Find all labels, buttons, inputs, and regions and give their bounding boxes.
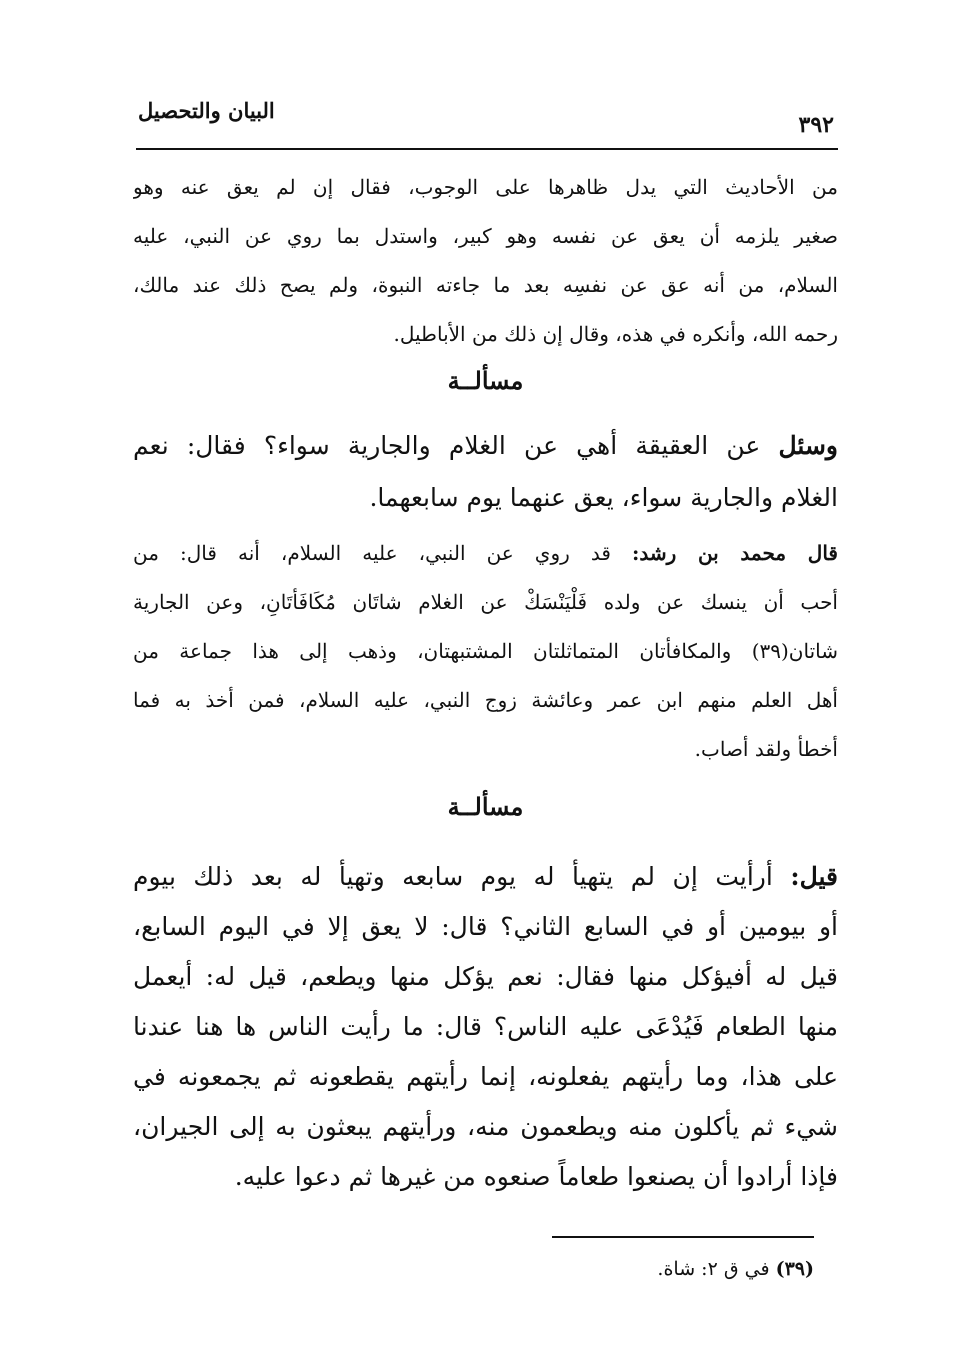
text-line	[133, 852, 838, 902]
question-paragraph	[133, 420, 838, 524]
text-line	[133, 529, 838, 578]
question-text: عن العقيقة أهي عن الغلام والجارية سواء؟ فقال: نعم	[133, 431, 761, 460]
page-number: ٣٩٢	[798, 112, 834, 138]
text-line: السلام، من أنه عق عن نفسِه بعد ما جاءته النبوة، ولم يصح ذلك عند مالك،	[133, 273, 838, 297]
footnote-rule	[552, 1236, 814, 1238]
section-heading: مسألــة	[447, 792, 524, 821]
text-line: أهل العلم منهم ابن عمر وعائشة زوج النبي، عليه السلام، فمن أخذ به فما	[133, 688, 838, 712]
question-lead: وسئل	[778, 431, 838, 460]
text-line: على هذا، وما رأيتهم يفعلونه، إنما رأيتهم يقطعونه ثم يجمعونه في	[133, 1062, 838, 1091]
question-text: أرأيت إن لم يتهيأ له يوم سابعه وتهيأ له بعد ذلك بيوم	[133, 862, 773, 891]
text-line: أخطأ ولقد أصاب.	[694, 737, 838, 761]
commentary-text: قد روي عن النبي، عليه السلام، أنه قال: من	[133, 541, 611, 565]
question-paragraph	[133, 852, 838, 1202]
commentary-paragraph	[133, 529, 838, 774]
text-line: منها الطعام فَيُدْعَى عليه الناس؟ قال: ما رأيت الناس ها هنا عندنا	[133, 1012, 838, 1041]
text-line: رحمه الله، وأنكره في هذه، وقال إن ذلك من الأباطيل.	[393, 322, 838, 346]
section-heading: مسألــة	[447, 366, 524, 395]
text-line: الغلام والجارية سواء، يعق عنهما يوم سابعهما.	[369, 483, 838, 512]
text-line: شاتان(٣٩) والمكافأتان المتماثلتان المشتبهتان، وذهب إلى هذا جماعة من	[133, 639, 838, 663]
running-header	[136, 92, 838, 150]
footnote-text: في ق ٢: شاة.	[657, 1258, 770, 1280]
text-line: من الأحاديث التي يدل ظاهرها على الوجوب، فقال إن لم يعق عنه وهو	[133, 175, 838, 199]
book-title: البيان والتحصيل	[138, 98, 275, 123]
text-line: صغير يلزمه أن يعق عن نفسه وهو كبير، واستدل بما روي عن النبي، عليه	[133, 224, 838, 248]
footnote-marker: (٣٩)	[775, 1258, 814, 1280]
text-line: شيء ثم يأكلون منه ويطعمون منه، ورأيتهم يبعثون به إلى الجيران،	[133, 1112, 838, 1141]
text-line: فإذا أرادوا أن يصنعوا طعاماً صنعوه من غيرها ثم دعوا عليه.	[234, 1162, 838, 1191]
opening-paragraph	[133, 163, 838, 359]
text-line	[133, 420, 838, 472]
text-line: أو بيومين أو في السابع الثاني؟ قال: لا يعق إلا في اليوم السابع،	[133, 912, 838, 941]
footnote	[552, 1258, 814, 1280]
text-line: قيل له أفيؤكل منها فقال: نعم يؤكل منها ويطعم، قيل له: أيعمل	[133, 962, 838, 991]
commentary-lead: قال محمد بن رشد:	[631, 541, 838, 565]
question-lead: قيل:	[790, 862, 838, 891]
text-line: أحب أن ينسك عن ولده فَلْيَنْسَكْ عن الغلام شاتَان مُكَافَأتَانِ، وعن الجارية	[133, 590, 838, 614]
